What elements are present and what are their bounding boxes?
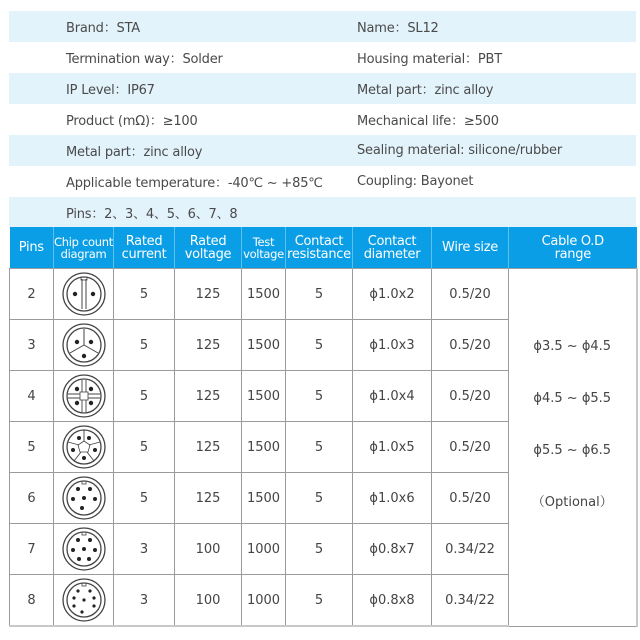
cell-wire-size: 0.5/20 [432, 473, 509, 524]
info-row [9, 73, 636, 104]
cell-wire-size: 0.5/20 [432, 320, 509, 371]
info-mechanical-life: Mechanical life：≥500 [357, 114, 499, 129]
cell-voltage: 100 [175, 575, 242, 627]
cell-diagram [54, 269, 114, 320]
info-temperature: Applicable temperature：-40℃ ~ +85℃ [66, 176, 323, 191]
cell-pins: 2 [10, 269, 54, 320]
5-pin-diagram-icon [60, 423, 108, 471]
cell-resistance: 5 [286, 524, 353, 575]
cell-current: 3 [114, 575, 175, 627]
cell-diameter: ϕ0.8x7 [353, 524, 432, 575]
cell-wire-size: 0.5/20 [432, 269, 509, 320]
info-termination: Termination way：Solder [66, 52, 223, 67]
info-metal-part: Metal part：zinc alloy [357, 83, 494, 98]
cell-diameter: ϕ0.8x8 [353, 575, 432, 627]
header-voltage: Rated voltage [175, 227, 242, 269]
info-coupling: Coupling: Bayonet [357, 174, 474, 189]
cell-voltage: 125 [175, 422, 242, 473]
header-wire-size: Wire size [432, 227, 509, 269]
cell-diagram [54, 473, 114, 524]
cell-pins: 3 [10, 320, 54, 371]
cell-diagram [54, 524, 114, 575]
cell-test-voltage: 1000 [242, 575, 286, 627]
header-current: Rated current [114, 227, 175, 269]
cell-pins: 4 [10, 371, 54, 422]
info-row [9, 11, 636, 42]
cell-voltage: 125 [175, 371, 242, 422]
product-info [9, 11, 636, 228]
cable-range-optional: （Optional） [531, 495, 613, 510]
cell-current: 5 [114, 422, 175, 473]
cell-resistance: 5 [286, 320, 353, 371]
header-test-voltage: Test voltage [242, 227, 286, 269]
cell-current: 5 [114, 473, 175, 524]
cable-range-1: ϕ3.5 ~ ϕ4.5 [533, 339, 612, 354]
cell-diagram [54, 575, 114, 627]
cell-diameter: ϕ1.0x4 [353, 371, 432, 422]
table-row [10, 269, 637, 320]
cell-diagram [54, 371, 114, 422]
8-pin-diagram-icon [60, 576, 108, 624]
cell-pins: 6 [10, 473, 54, 524]
info-name: Name：SL12 [357, 21, 439, 36]
cell-current: 5 [114, 371, 175, 422]
cell-test-voltage: 1500 [242, 320, 286, 371]
info-row [9, 135, 636, 166]
cell-voltage: 125 [175, 473, 242, 524]
spec-table [9, 227, 638, 627]
cell-pins: 5 [10, 422, 54, 473]
cell-diameter: ϕ1.0x3 [353, 320, 432, 371]
info-pins: Pins：2、3、4、5、6、7、8 [66, 207, 238, 222]
6-pin-diagram-icon [60, 474, 108, 522]
info-row [9, 42, 636, 73]
cell-pins: 8 [10, 575, 54, 627]
header-diagram: Chip count diagram [54, 227, 114, 269]
cell-resistance: 5 [286, 473, 353, 524]
info-row [9, 104, 636, 135]
3-pin-diagram-icon [60, 321, 108, 369]
cell-resistance: 5 [286, 422, 353, 473]
table-header [10, 227, 637, 269]
cell-current: 5 [114, 269, 175, 320]
cell-current: 5 [114, 320, 175, 371]
cell-wire-size: 0.5/20 [432, 371, 509, 422]
cell-test-voltage: 1000 [242, 524, 286, 575]
7-pin-diagram-icon [60, 525, 108, 573]
cell-test-voltage: 1500 [242, 422, 286, 473]
header-cable-range: Cable O.D range [509, 227, 637, 269]
cell-wire-size: 0.34/22 [432, 524, 509, 575]
cell-resistance: 5 [286, 269, 353, 320]
cell-test-voltage: 1500 [242, 371, 286, 422]
cell-wire-size: 0.34/22 [432, 575, 509, 627]
info-metal-part-2: Metal part：zinc alloy [66, 145, 203, 160]
cable-range-2: ϕ4.5 ~ ϕ5.5 [533, 391, 612, 406]
cell-diameter: ϕ1.0x2 [353, 269, 432, 320]
header-pins: Pins [10, 227, 54, 269]
cell-cable-range [509, 269, 637, 627]
4-pin-diagram-icon [60, 372, 108, 420]
header-diameter: Contact diameter [353, 227, 432, 269]
cell-voltage: 125 [175, 320, 242, 371]
cell-pins: 7 [10, 524, 54, 575]
info-ip-level: IP Level：IP67 [66, 83, 155, 98]
cell-test-voltage: 1500 [242, 473, 286, 524]
header-resistance: Contact resistance [286, 227, 353, 269]
cell-diagram [54, 422, 114, 473]
cell-voltage: 125 [175, 269, 242, 320]
cell-diameter: ϕ1.0x6 [353, 473, 432, 524]
cell-resistance: 5 [286, 371, 353, 422]
cell-voltage: 100 [175, 524, 242, 575]
cable-range-3: ϕ5.5 ~ ϕ6.5 [533, 443, 612, 458]
info-row [9, 197, 636, 228]
cell-current: 3 [114, 524, 175, 575]
info-row [9, 166, 636, 197]
info-sealing: Sealing material: silicone/rubber [357, 143, 562, 158]
cell-diameter: ϕ1.0x5 [353, 422, 432, 473]
info-product: Product (mΩ)：≥100 [66, 114, 198, 129]
cell-resistance: 5 [286, 575, 353, 627]
info-brand: Brand：STA [66, 21, 140, 36]
cell-wire-size: 0.5/20 [432, 422, 509, 473]
cell-diagram [54, 320, 114, 371]
info-housing: Housing material：PBT [357, 52, 502, 67]
cell-test-voltage: 1500 [242, 269, 286, 320]
2-pin-diagram-icon [60, 270, 108, 318]
